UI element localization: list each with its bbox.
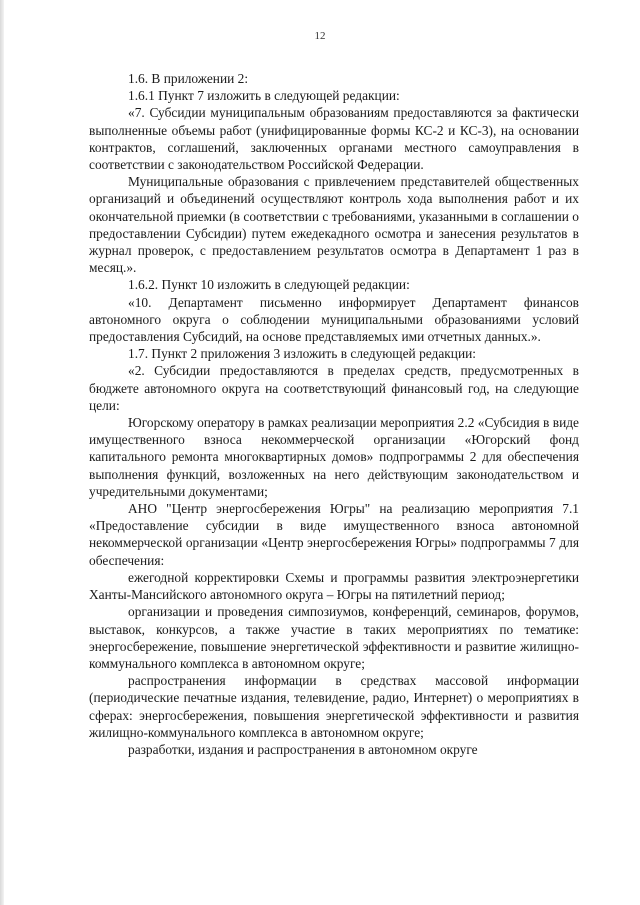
scan-edge	[0, 0, 4, 905]
document-body	[89, 70, 579, 758]
paragraph: АНО "Центр энергосбережения Югры" на реализацию мероприятия 7.1 «Предоставление субсидии в виде имущественного взноса автономной некоммерческой организации «Центр энергосбережения Югры» подпрограммы 7 для обеспечения:	[89, 501, 579, 568]
paragraph: Югорскому оператору в рамках реализации мероприятия 2.2 «Субсидия в виде имущественного взноса некоммерческой организации «Югорский фонд капитального ремонта многоквартирных домов» подпрограммы 2 для обеспечения выполнения функций, возложенных на него действующим законодательством и учредительными документами;	[89, 415, 579, 499]
page-number: 12	[314, 30, 326, 42]
paragraph: Муниципальные образования с привлечением представителей общественных организаций и объединений осуществляют контроль хода выполнения работ и их окончательной приемки (в соответствии с требованиями, указанными в соглашении о предоставлении Субсидии) путем ежедекадного осмотра и занесения результатов в журнал проверок, с предоставлением результатов осмотра в Департамент 1 раз в месяц.».	[89, 174, 579, 276]
paragraph: «10. Департамент письменно информирует Департамент финансов автономного округа о соблюдении муниципальными образованиями условий предоставления Субсидий, на основе представляемых ими отчетных данных.».	[89, 294, 579, 345]
paragraph: 1.6.1 Пункт 7 изложить в следующей редакции:	[128, 88, 400, 104]
paragraph: ежегодной корректировки Схемы и программы развития электроэнергетики Ханты-Мансийского автономного округа – Югры на пятилетний период;	[89, 569, 579, 603]
paragraph: распространения информации в средствах массовой информации (периодические печатные издания, телевидение, радио, Интернет) о мероприятиях в сферах: энергосбережения, повышения энергетической эффективности и развития жилищно-коммунального комплекса в автономном округе;	[89, 673, 579, 740]
paragraph: 1.7. Пункт 2 приложения 3 изложить в следующей редакции:	[128, 346, 477, 362]
paragraph: разработки, издания и распространения в автономном округе	[128, 741, 478, 757]
paragraph: организации и проведения симпозиумов, конференций, семинаров, форумов, выставок, конкурсов, а также участие в таких мероприятиях по тематике: энергосбережение, повышение энергетической эффективности и развитие жилищно-коммунального комплекса в автономном округе;	[89, 604, 579, 671]
paragraph: «2. Субсидии предоставляются в пределах средств, предусмотренных в бюджете автономного округа на соответствующий финансовый год, на следующие цели:	[89, 363, 579, 413]
paragraph: «7. Субсидии муниципальным образованиям предоставляются за фактически выполненные объемы работ (унифицированные формы КС-2 и КС-3), на основании контрактов, соглашений, заключенных органами местного самоуправления в соответствии с законодательством Российской Федерации.	[89, 105, 579, 173]
paragraph: 1.6. В приложении 2:	[128, 71, 249, 86]
paragraph: 1.6.2. Пункт 10 изложить в следующей редакции:	[128, 277, 410, 293]
